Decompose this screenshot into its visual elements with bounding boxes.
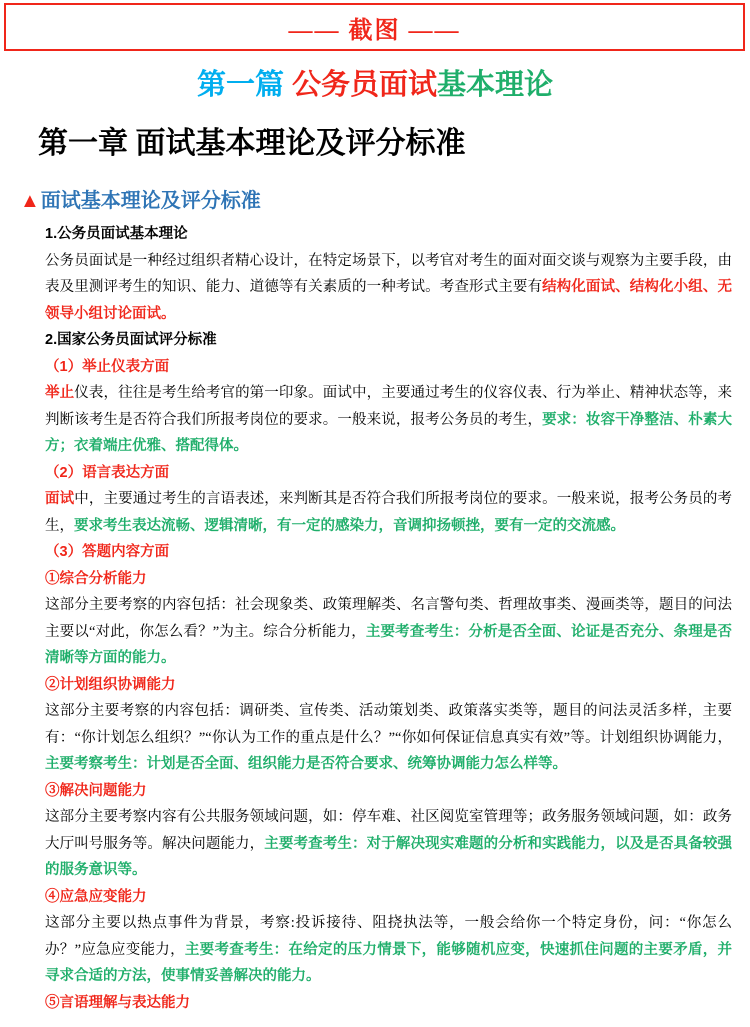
heading-aspect-appearance: （1）举止仪表方面 (45, 358, 170, 375)
section-heading (20, 188, 750, 214)
paragraph-text: 这部分主要考察内容有公共服务领域问题，如：停车难、社区阅览室管理等；政务服务领域问题，如：政务大厅叫号服务等。解决问题能力， (45, 809, 732, 852)
heading-ability-analysis: ①综合分析能力 (45, 570, 147, 587)
heading-ability-verbal: ⑤言语理解与表达能力 (45, 994, 190, 1011)
paragraph-aspect-appearance (45, 380, 732, 460)
book-title-part-topic: 基本理论 (437, 69, 554, 101)
paragraph-text: 这部分主要考察的内容包括：社会现象类、政策理解类、名言警句类、哲理故事类、漫画类等，题目的问法主要以“对此，你怎么看？”为主。综合分析能力， (45, 597, 732, 640)
paragraph-ability-planning (45, 698, 732, 778)
heading-basic-theory: 1.公务员面试基本理论 (45, 226, 188, 242)
banner-label: —— 截图 —— (288, 17, 461, 44)
screenshot-banner (4, 3, 745, 51)
green-highlight-requirements: 要求考生表达流畅、逻辑清晰，有一定的感染力，音调抑扬顿挫，要有一定的交流感。 (74, 517, 625, 534)
heading-scoring-standard: 2.国家公务员面试评分标准 (45, 332, 217, 348)
paragraph-text: 中，主要通过考生的言语表述，来判断其是否符合我们所报考岗位的要求。一般来说，报考公务员的考生， (45, 491, 733, 534)
paragraph-ability-analysis (45, 592, 732, 672)
green-highlight-assessment: 主要考察考生：计划是否全面、组织能力是否符合要求、统筹协调能力怎么样等。 (45, 756, 567, 772)
heading-ability-emergency: ④应急应变能力 (45, 888, 147, 905)
paragraph-aspect-language (45, 486, 732, 539)
heading-ability-planning: ②计划组织协调能力 (45, 676, 176, 693)
paragraph-ability-problem-solving (45, 804, 732, 884)
triangle-bullet-icon: ▲ (20, 190, 40, 212)
book-title-part-number: 第一篇 (196, 69, 293, 101)
chapter-title: 第一章 面试基本理论及评分标准 (38, 127, 466, 160)
book-title-part-subject: 公务员面试 (292, 69, 438, 101)
heading-aspect-content: （3）答题内容方面 (45, 544, 170, 560)
green-highlight-requirements: 要求：妆容干净整洁、朴素大方；衣着端庄优雅、搭配得体。 (45, 411, 732, 454)
section-heading-label: 面试基本理论及评分标准 (40, 190, 261, 212)
red-lead-word: 举止 (45, 385, 75, 401)
paragraph-text: 公务员面试是一种经过组织者精心设计，在特定场景下，以考官对考生的面对面交谈与观察为主要手段，由表及里测评考生的知识、能力、道德等有关素质的一种考试。考查形式主要有 (45, 252, 732, 295)
paragraph-ability-emergency (45, 910, 732, 990)
document-body (45, 221, 732, 1016)
red-highlight-interview-forms: 结构化面试、结构化小组、无领导小组讨论面试。 (45, 279, 732, 322)
green-highlight-assessment: 主要考查考生：对于解决现实难题的分析和实践能力，以及是否具备较强的服务意识等。 (45, 835, 733, 878)
red-lead-word: 面试 (45, 491, 75, 507)
heading-aspect-language: （2）语言表达方面 (45, 464, 170, 481)
paragraph-text: 仪表，往往是考生给考官的第一印象。面试中，主要通过考生的仪容仪表、行为举止、精神状态等，来判断该考生是否符合我们所报考岗位的要求。一般来说，报考公务员的考生， (45, 385, 733, 428)
green-highlight-assessment: 主要考查考生：在给定的压力情景下，能够随机应变，快速抓住问题的主要矛盾，并寻求合适的方法，使事情妥善解决的能力。 (45, 941, 733, 984)
paragraph-text: 这部分主要考察的内容包括：调研类、宣传类、活动策划类、政策落实类等，题目的问法灵活多样，主要有：“你计划怎么组织？”“你认为工作的重点是什么？”“你如何保证信息真实有效”等。计划组织协调能力， (45, 703, 732, 746)
heading-ability-problem-solving: ③解决问题能力 (45, 782, 147, 799)
paragraph-text: 这部分主要以热点事件为背景，考察:投诉接待、阻挠执法等，一般会给你一个特定身份，问：“你怎么办？”应急应变能力， (45, 915, 732, 958)
green-highlight-assessment: 主要考查考生：分析是否全面、论证是否充分、条理是否清晰等方面的能力。 (45, 623, 732, 666)
book-title (0, 67, 750, 104)
paragraph-basic-theory (45, 248, 732, 328)
